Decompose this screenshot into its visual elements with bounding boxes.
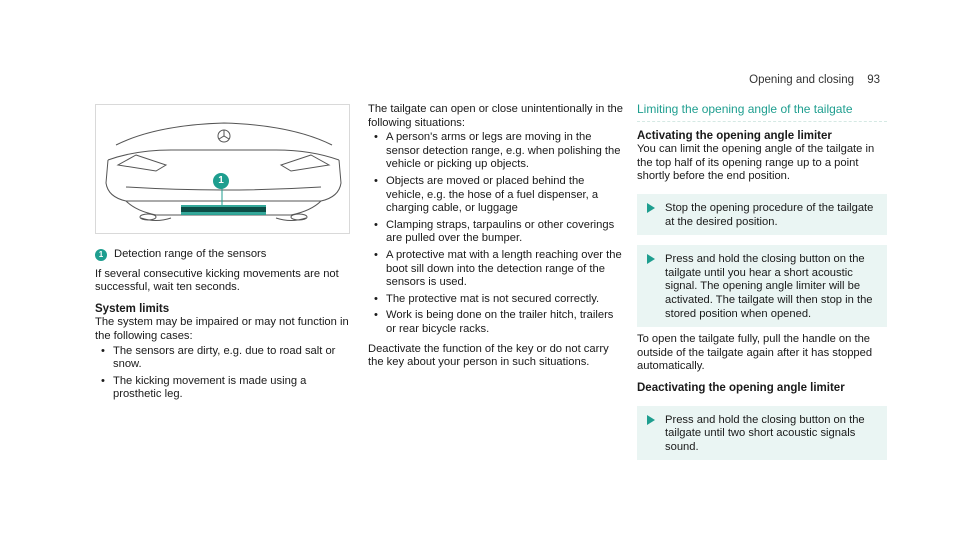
page-header xyxy=(749,74,880,86)
step-stop-opening: Stop the opening procedure of the tailgate at the desired position. xyxy=(637,194,887,235)
step-press-hold-activate: Press and hold the closing button on the tailgate until you hear a short acoustic signal. The opening angle limiter will be activated. The tailgate will then stop in the stored position when opened. xyxy=(637,245,887,327)
heading-activating-limiter: Activating the opening angle limiter xyxy=(637,129,832,142)
list-item: • Clamping straps, tarpaulins or other coverings are pulled over the bumper. xyxy=(368,219,623,246)
car-rear-illustration xyxy=(96,105,350,234)
heading-system-limits: System limits xyxy=(95,302,170,315)
paragraph-unintentional-intro: The tailgate can open or close unintentionally in the following situations: xyxy=(368,103,623,129)
paragraph-system-limits: The system may be impaired or may not function in the following cases: xyxy=(95,316,349,342)
column-middle xyxy=(368,103,623,370)
column-right xyxy=(637,103,887,460)
list-item: • Objects are moved or placed behind the vehicle, e.g. the hose of a fuel dispenser, a charging cable, or luggage xyxy=(368,175,623,216)
step-press-hold-deactivate: Press and hold the closing button on the tailgate until two short acoustic signals sound. xyxy=(637,406,887,461)
caption-marker: 1 xyxy=(95,249,107,261)
page-number: 93 xyxy=(867,74,880,86)
callout-badge: 1 xyxy=(213,173,229,189)
list-item: • The sensors are dirty, e.g. due to road salt or snow. xyxy=(95,345,350,372)
caption-text: Detection range of the sensors xyxy=(114,248,267,260)
paragraph-kick-retry: If several consecutive kicking movements are not successful, wait ten seconds. xyxy=(95,267,339,294)
column-left xyxy=(95,104,350,405)
system-limits-list xyxy=(95,345,350,402)
paragraph-open-fully: To open the tailgate fully, pull the handle on the outside of the tailgate again after it has stopped automatically. xyxy=(637,333,873,373)
section-heading-opening-angle: Limiting the opening angle of the tailgate xyxy=(637,103,887,122)
unintentional-situations-list xyxy=(368,131,623,336)
section-title: Opening and closing xyxy=(749,74,854,86)
list-item: • Work is being done on the trailer hitch, trailers or rear bicycle racks. xyxy=(368,309,623,336)
list-item: • A protective mat with a length reaching over the boot sill down into the detection range of the sensors is used. xyxy=(368,249,623,290)
heading-deactivating-limiter: Deactivating the opening angle limiter xyxy=(637,381,845,394)
list-item: • The protective mat is not secured correctly. xyxy=(368,293,623,307)
paragraph-limiter-intro: You can limit the opening angle of the tailgate in the top half of its opening range up to a point shortly before the end position. xyxy=(637,143,875,183)
step-arrow-icon xyxy=(647,203,655,213)
figure-caption xyxy=(95,248,350,262)
paragraph-deactivate-key: Deactivate the function of the key or do not carry the key about your person in such situations. xyxy=(368,342,609,369)
rear-bumper-figure xyxy=(95,104,350,234)
step-arrow-icon xyxy=(647,254,655,264)
list-item: • The kicking movement is made using a prosthetic leg. xyxy=(95,375,350,402)
list-item: • A person's arms or legs are moving in the sensor detection range, e.g. when polishing the vehicle or picking up objects. xyxy=(368,131,623,172)
step-arrow-icon xyxy=(647,415,655,425)
